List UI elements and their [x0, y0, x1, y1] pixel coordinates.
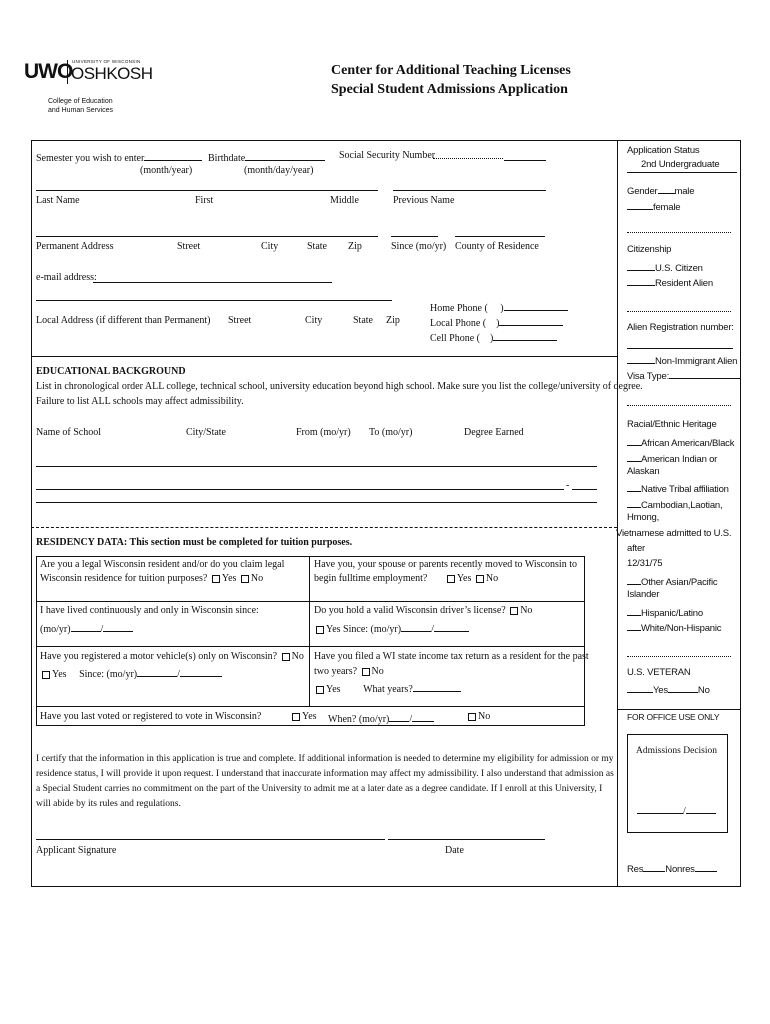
race-option-vietnamese-date: 12/31/75 — [627, 558, 663, 569]
race-option-vietnamese: Vietnamese admitted to U.S. — [616, 528, 732, 539]
admissions-decision-label: Admissions Decision — [636, 746, 718, 756]
section-divider — [31, 356, 617, 357]
race-option-islander: Islander — [627, 589, 660, 600]
school-entry-line-2[interactable] — [36, 489, 564, 490]
visa-type-row: Visa Type: — [627, 368, 741, 382]
second-undergrad-option: 2nd Undergraduate — [641, 159, 720, 170]
ssn-label: Social Security Number — [339, 150, 436, 161]
last-name-label: Last Name — [36, 195, 80, 206]
q4-month-field[interactable] — [401, 621, 431, 632]
school-entry-dash: - — [566, 480, 570, 491]
racial-heritage-label: Racial/Ethnic Heritage — [627, 419, 717, 430]
veteran-label: U.S. VETERAN — [627, 667, 691, 678]
zip-label: Zip — [348, 241, 362, 252]
signature-field[interactable] — [36, 839, 385, 840]
race-option-hispanic: Hispanic/Latino — [627, 605, 703, 619]
residency-heading: RESIDENCY DATA: This section must be completed for tuition purposes. — [36, 537, 353, 548]
birthdate-format-hint: (month/day/year) — [244, 165, 314, 176]
q5-year-field[interactable] — [180, 666, 222, 677]
county-field[interactable] — [455, 236, 545, 237]
previous-name-field[interactable] — [393, 190, 546, 191]
semester-label: Semester you wish to enter — [36, 150, 202, 164]
q1-text-line1: Are you a legal Wisconsin resident and/or do you claim legal — [40, 559, 285, 570]
q7-yes-option: Yes — [290, 711, 317, 722]
university-logo-mark: UWO — [24, 60, 73, 83]
q4-text-line1: Do you hold a valid Wisconsin driver’s license? No — [314, 605, 533, 616]
q6-yes-checkbox[interactable] — [316, 686, 324, 694]
permanent-address-field[interactable] — [36, 236, 378, 237]
q5-month-field[interactable] — [137, 666, 177, 677]
q6-no-checkbox[interactable] — [362, 668, 370, 676]
q3-year-field[interactable] — [103, 621, 133, 632]
q2-text-line2: begin fulltime employment? Yes No — [314, 573, 499, 584]
middle-name-label: Middle — [330, 195, 359, 206]
certify-line1: I certify that the information in this application is true and complete. If additional information is needed to determine my eligibility for admission or my — [36, 754, 614, 764]
school-entry-line-3[interactable] — [36, 502, 597, 503]
sidebar-separator-3 — [627, 405, 731, 406]
q1-text-line2: Wisconsin residence for tuition purposes? Yes No — [40, 573, 264, 584]
q7-year-field[interactable] — [412, 711, 434, 722]
sidebar-separator-1 — [627, 232, 731, 233]
nonres-field[interactable] — [695, 861, 717, 872]
birthdate-field[interactable] — [245, 150, 325, 161]
gender-female-row: female — [627, 199, 680, 213]
race-option-cambodian: Cambodian,Laotian, — [627, 497, 722, 511]
email-label: e-mail address: — [36, 272, 97, 283]
permanent-address-label: Permanent Address — [36, 241, 114, 252]
q7-text: Have you last voted or registered to vote in Wisconsin? — [40, 711, 262, 722]
college-name-line2: and Human Services — [48, 107, 113, 114]
non-immigrant-field[interactable] — [627, 353, 655, 364]
office-use-divider — [617, 709, 741, 710]
q7-yes-checkbox[interactable] — [292, 713, 300, 721]
local-address-field[interactable] — [36, 300, 392, 301]
q2-text-line1: Have you, your spouse or parents recently moved to Wisconsin to — [314, 559, 577, 570]
q6-text-line1: Have you filed a WI state income tax return as a resident for the past — [314, 651, 589, 662]
form-title: Center for Additional Teaching Licenses — [331, 63, 571, 78]
semester-format-hint: (month/year) — [140, 165, 193, 176]
gender-male-row: Gender male — [627, 183, 694, 197]
race-option-other-asian: Other Asian/Pacific — [627, 574, 717, 588]
us-citizen-field[interactable] — [627, 260, 655, 271]
q2-no-checkbox[interactable] — [476, 575, 484, 583]
date-field[interactable] — [388, 839, 545, 840]
male-field[interactable] — [658, 183, 675, 194]
local-phone-label: Local Phone ( ) — [430, 315, 563, 329]
school-entry-line-1[interactable] — [36, 466, 597, 467]
resident-alien-field[interactable] — [627, 275, 655, 286]
non-immigrant-row: Non-Immigrant Alien — [627, 353, 737, 367]
email-field[interactable] — [93, 282, 332, 283]
veteran-yes-field[interactable] — [627, 682, 653, 693]
q3-text-line1: I have lived continuously and only in Wisconsin since: — [40, 605, 259, 616]
sidebar-separator-2 — [627, 311, 731, 312]
sidebar-separator-4 — [627, 656, 731, 657]
q5-yes-checkbox[interactable] — [42, 671, 50, 679]
us-citizen-row: U.S. Citizen — [627, 260, 703, 274]
education-warning: Failure to list ALL schools may affect admissibility. — [36, 396, 244, 407]
residency-divider — [31, 527, 617, 528]
logo-university-name: UNIVERSITY OF WISCONSIN — [72, 59, 141, 64]
certify-line4: will abide by its rules and regulations. — [36, 799, 181, 809]
education-heading: EDUCATIONAL BACKGROUND — [36, 366, 186, 377]
q4-text-line2: Yes Since: (mo/yr) / — [314, 621, 469, 635]
logo-divider — [67, 60, 68, 84]
q7-when: When? (mo/yr) / — [328, 711, 434, 725]
certify-line3: a Special Student carries no commitment on the part of the University to admit me at a later date as a degree candidate. If I enroll at this University, I — [36, 784, 603, 794]
home-phone-field[interactable] — [504, 300, 568, 311]
since-field[interactable] — [391, 236, 438, 237]
to-column-header: To (mo/yr) — [369, 427, 413, 438]
state-label: State — [307, 241, 327, 252]
office-use-label: FOR OFFICE USE ONLY — [627, 712, 720, 722]
decision-date-row: / — [637, 803, 716, 817]
ssn-field[interactable] — [504, 160, 546, 161]
q6-years-field[interactable] — [413, 681, 461, 692]
first-name-label: First — [195, 195, 214, 206]
q5-no-checkbox[interactable] — [282, 653, 290, 661]
race-option-native-tribal: Native Tribal affiliation — [627, 481, 729, 495]
ssn-dotted-guide — [433, 158, 503, 159]
q5-text-line1: Have you registered a motor vehicle(s) only on Wisconsin? No — [40, 651, 304, 662]
q7-month-field[interactable] — [389, 711, 409, 722]
city-label: City — [261, 241, 279, 252]
citizenship-label: Citizenship — [627, 244, 672, 255]
q5-text-line2: Yes Since: (mo/yr) / — [40, 666, 222, 680]
resident-alien-row: Resident Alien — [627, 275, 713, 289]
street-label: Street — [177, 241, 201, 252]
from-column-header: From (mo/yr) — [296, 427, 351, 438]
race-option-african-american: African American/Black — [627, 435, 734, 449]
q7-no-checkbox[interactable] — [468, 713, 476, 721]
degree-column-header: Degree Earned — [464, 427, 524, 438]
q4-no-checkbox[interactable] — [510, 607, 518, 615]
local-zip-label: Zip — [386, 315, 400, 326]
q6-text-line2: two years? No — [314, 666, 384, 677]
semester-field[interactable] — [144, 150, 202, 161]
veteran-no-field[interactable] — [668, 682, 698, 693]
form-subtitle: Special Student Admissions Application — [331, 82, 568, 97]
local-state-label: State — [353, 315, 373, 326]
residency-office-row: Res Nonres — [627, 861, 717, 875]
signature-label: Applicant Signature — [36, 845, 117, 856]
city-state-column-header: City/State — [186, 427, 226, 438]
since-label: Since (mo/yr) — [391, 241, 447, 252]
local-address-label: Local Address (if different than Permanent) — [36, 315, 211, 326]
sidebar-divider — [617, 140, 618, 887]
visa-type-field[interactable] — [669, 368, 741, 379]
local-phone-field[interactable] — [499, 315, 563, 326]
county-label: County of Residence — [455, 241, 539, 252]
q4-year-field[interactable] — [434, 621, 469, 632]
decision-month-field[interactable] — [637, 803, 683, 814]
birthdate-label: Birthdate — [208, 150, 325, 164]
q6-text-line3: Yes What years? — [314, 681, 461, 695]
race-option-hmong: Hmong, — [627, 512, 660, 523]
previous-name-label: Previous Name — [393, 195, 455, 206]
cell-phone-label: Cell Phone ( ) — [430, 330, 557, 344]
q1-yes-checkbox[interactable] — [212, 575, 220, 583]
q1-no-checkbox[interactable] — [241, 575, 249, 583]
school-entry-line-2-end[interactable] — [572, 489, 597, 490]
local-city-label: City — [305, 315, 323, 326]
race-option-american-indian: American Indian or — [627, 451, 717, 465]
home-phone-label: Home Phone ( ) — [430, 300, 568, 314]
local-street-label: Street — [228, 315, 252, 326]
q2-yes-checkbox[interactable] — [447, 575, 455, 583]
race-option-white: White/Non-Hispanic — [627, 620, 721, 634]
res-field[interactable] — [643, 861, 665, 872]
date-label: Date — [445, 845, 464, 856]
cell-phone-field[interactable] — [493, 330, 557, 341]
status-underline[interactable] — [627, 172, 737, 173]
college-name-line1: College of Education — [48, 98, 113, 105]
q3-month-field[interactable] — [71, 621, 101, 632]
race-option-vietnamese-after: after — [627, 543, 646, 554]
application-status-label: Application Status — [627, 145, 700, 156]
female-field[interactable] — [627, 199, 653, 210]
name-field[interactable] — [36, 190, 378, 191]
veteran-row: Yes No — [627, 682, 710, 696]
q7-no-option: No — [466, 711, 490, 722]
race-option-alaskan: Alaskan — [627, 466, 660, 477]
q3-text-line2: (mo/yr) / — [40, 621, 133, 635]
education-instructions: List in chronological order ALL college, technical school, university education beyond high school. Make sure you list the college/university of degree. — [36, 381, 643, 392]
decision-year-field[interactable] — [686, 803, 716, 814]
alien-registration-label: Alien Registration number: — [627, 322, 734, 333]
school-column-header: Name of School — [36, 427, 101, 438]
alien-registration-field[interactable] — [627, 348, 733, 349]
certify-line2: residence status, I will provide it upon request. I understand that inaccurate information may affect my admissibility. I also understand that admission as — [36, 769, 614, 779]
q4-yes-checkbox[interactable] — [316, 626, 324, 634]
logo-campus-name: OSHKOSH — [71, 64, 153, 83]
